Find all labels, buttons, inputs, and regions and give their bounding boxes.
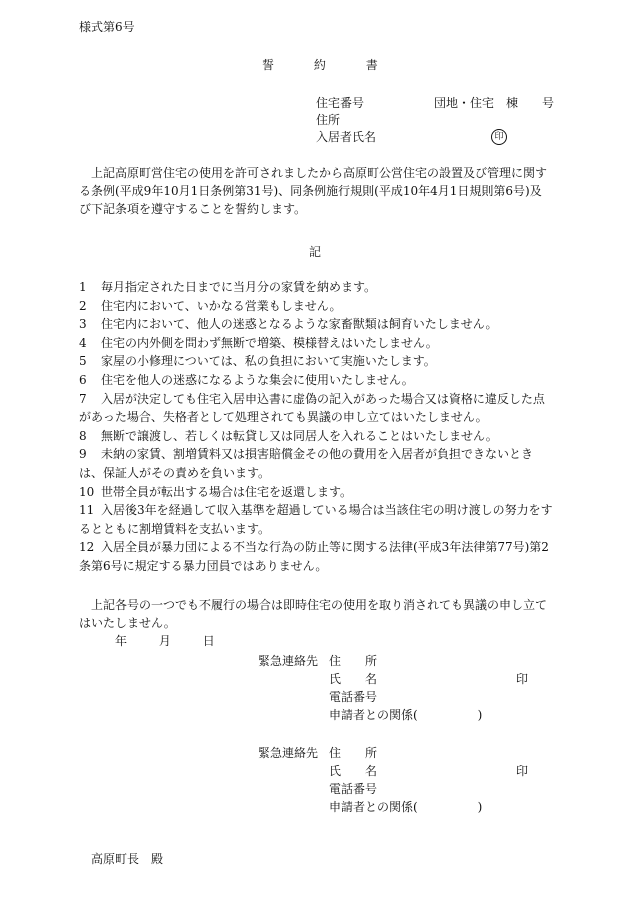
- date-year: 年: [115, 634, 128, 648]
- title-char: 約: [313, 58, 326, 72]
- list-item: [79, 278, 553, 297]
- contact-seal: 印: [516, 672, 529, 686]
- contact-address-label: 住 所: [329, 746, 378, 760]
- item-number: 4: [79, 335, 87, 350]
- contact-relation-label: 申請者との関係( ): [329, 800, 483, 814]
- item-number: 8: [79, 428, 87, 443]
- list-item: [79, 352, 553, 371]
- item-number: 11: [79, 503, 95, 518]
- list-item: [79, 371, 553, 390]
- item-number: 10: [79, 484, 95, 499]
- document-title: [262, 56, 414, 73]
- item-number: 12: [79, 540, 95, 555]
- contact-seal: 印: [516, 764, 529, 778]
- item-text: 住宅内において、いかなる営業もしません。: [101, 298, 342, 313]
- item-number: 1: [79, 280, 87, 294]
- intro-paragraph: 上記高原町営住宅の使用を許可されましたから高原町公営住宅の設置及び管理に関する条例(平成9年10月1日条例第31号)、同条例施行規則(平成10年4月1日規則第6号)及び下記条項を遵守することを誓約します。: [79, 166, 548, 216]
- seal-circle: 印: [491, 129, 507, 145]
- form-number: 様式第6号: [79, 20, 135, 34]
- list-item: [79, 297, 553, 316]
- address-label: 住所: [316, 113, 341, 127]
- item-number: 5: [79, 354, 87, 369]
- contact-name-label: 氏 名: [329, 672, 378, 686]
- date-day: 日: [202, 634, 215, 648]
- item-text: 入居が決定しても住宅入居申込書に虚偽の記入があった場合又は資格に違反した点があった場合、失格者として処理されても異議の申し立てはいたしません。: [79, 391, 545, 425]
- item-text: 世帯全員が転出する場合は住宅を返還します。: [101, 484, 353, 499]
- list-item: [79, 315, 553, 334]
- item-number: 9: [79, 447, 87, 462]
- item-text: 住宅の内外側を問わず無断で増築、模様替えはいたしません。: [101, 335, 438, 350]
- item-number: 2: [79, 298, 87, 313]
- item-text: 毎月指定された日までに当月分の家賃を納めます。: [101, 280, 377, 294]
- item-number: 3: [79, 317, 87, 332]
- date-month: 月: [158, 634, 171, 648]
- contact-name-label: 氏 名: [329, 764, 378, 778]
- list-item: [79, 427, 553, 446]
- list-item: [79, 390, 553, 427]
- list-item: [79, 483, 553, 502]
- item-text: 住宅内において、他人の迷惑となるような家畜獣類は飼育いたしません。: [101, 317, 498, 332]
- house-number-label: 住宅番号: [316, 96, 365, 110]
- contact-relation-label: 申請者との関係( ): [329, 708, 483, 722]
- contact-address-label: 住 所: [329, 654, 378, 668]
- resident-name-label: 入居者氏名: [316, 130, 377, 144]
- emergency-contact-heading: 緊急連絡先: [258, 746, 319, 760]
- list-item: [79, 334, 553, 353]
- list-item: [79, 501, 553, 538]
- list-item: [79, 445, 553, 482]
- item-text: 住宅を他人の迷惑になるような集会に使用いたしません。: [101, 372, 414, 387]
- title-char: 書: [365, 58, 378, 72]
- addressee: 高原町長 殿: [91, 852, 164, 866]
- seal-mark: [491, 128, 507, 145]
- title-char: 誓: [262, 58, 275, 72]
- contact-phone-label: 電話番号: [329, 782, 378, 796]
- item-text: 入居全員が暴力団による不当な行為の防止等に関する法律(平成3年法律第77号)第2条第6号に規定する暴力団員ではありません。: [79, 540, 549, 573]
- emergency-contact-heading: 緊急連絡先: [258, 654, 319, 668]
- item-text: 入居後3年を経過して収入基準を超過している場合は当該住宅の明け渡しの努力をするとともに割増賃料を支払います。: [79, 503, 553, 536]
- item-text: 無断で譲渡し、若しくは転貸し又は同居人を入れることはいたしません。: [101, 428, 498, 443]
- house-number-suffix: 団地・住宅 棟 号: [434, 96, 555, 110]
- contact-phone-label: 電話番号: [329, 690, 378, 704]
- item-text: 未納の家賃、割増賃料又は損害賠償金その他の費用を入居者が負担できないときは、保証人がその責めを負います。: [79, 447, 534, 480]
- item-number: 7: [79, 391, 87, 406]
- item-text: 家屋の小修理については、私の負担において実施いたします。: [101, 354, 436, 369]
- ki-heading: 記: [309, 245, 322, 259]
- terms-list: [79, 278, 553, 576]
- list-item: [79, 538, 553, 575]
- item-number: 6: [79, 372, 87, 387]
- date-line: [115, 632, 243, 649]
- closing-paragraph: 上記各号の一つでも不履行の場合は即時住宅の使用を取り消されても異議の申し立てはいたしません。: [79, 598, 548, 630]
